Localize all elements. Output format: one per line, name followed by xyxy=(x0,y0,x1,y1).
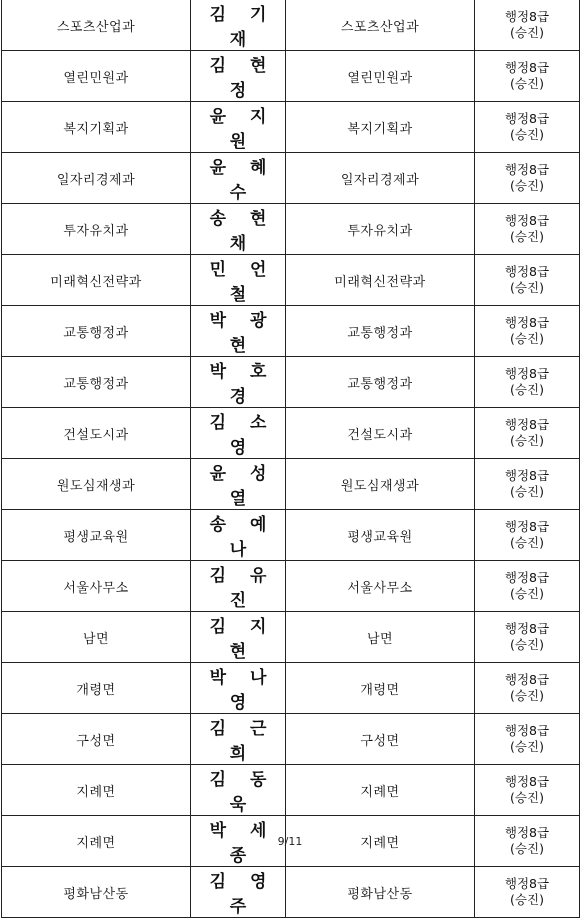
previous-department-cell: 지례면 xyxy=(2,765,191,816)
promotion-note: (승진) xyxy=(510,892,544,907)
previous-department-cell: 서울사무소 xyxy=(2,561,191,612)
promotion-note: (승진) xyxy=(510,688,544,703)
table-row xyxy=(2,0,580,51)
promotion-note: (승진) xyxy=(510,229,544,244)
table-row xyxy=(2,51,580,102)
table-row xyxy=(2,510,580,561)
grade-cell xyxy=(475,0,580,51)
employee-name-cell: 박 호 경 xyxy=(191,357,286,408)
table-row xyxy=(2,153,580,204)
employee-name-cell: 박 광 현 xyxy=(191,306,286,357)
grade-cell xyxy=(475,204,580,255)
employee-name-cell: 윤 혜 수 xyxy=(191,153,286,204)
promotion-note: (승진) xyxy=(510,841,544,856)
employee-name-cell: 김 지 현 xyxy=(191,612,286,663)
grade-cell xyxy=(475,714,580,765)
grade-cell xyxy=(475,306,580,357)
employee-name-cell: 박 세 종 xyxy=(191,816,286,867)
promotion-note: (승진) xyxy=(510,535,544,550)
grade-cell xyxy=(475,357,580,408)
new-department-cell: 평화남산동 xyxy=(286,867,475,918)
new-department-cell: 서울사무소 xyxy=(286,561,475,612)
new-department-cell: 건설도시과 xyxy=(286,408,475,459)
previous-department-cell: 투자유치과 xyxy=(2,204,191,255)
grade-text: 행정8급 xyxy=(504,213,550,228)
promotion-note: (승진) xyxy=(510,739,544,754)
new-department-cell: 일자리경제과 xyxy=(286,153,475,204)
grade-cell xyxy=(475,867,580,918)
previous-department-cell: 미래혁신전략과 xyxy=(2,255,191,306)
promotion-note: (승진) xyxy=(510,331,544,346)
previous-department-cell: 복지기획과 xyxy=(2,102,191,153)
new-department-cell: 열린민원과 xyxy=(286,51,475,102)
new-department-cell: 개령면 xyxy=(286,663,475,714)
table-row xyxy=(2,204,580,255)
employee-name-cell: 박 나 영 xyxy=(191,663,286,714)
grade-text: 행정8급 xyxy=(504,570,550,585)
new-department-cell: 지례면 xyxy=(286,816,475,867)
promotion-note: (승진) xyxy=(510,433,544,448)
previous-department-cell: 평생교육원 xyxy=(2,510,191,561)
new-department-cell: 지례면 xyxy=(286,765,475,816)
grade-cell xyxy=(475,561,580,612)
new-department-cell: 구성면 xyxy=(286,714,475,765)
table-row xyxy=(2,561,580,612)
promotion-note: (승진) xyxy=(510,76,544,91)
promotion-note: (승진) xyxy=(510,127,544,142)
employee-name-cell: 김 기 재 xyxy=(191,0,286,51)
employee-name-cell: 김 현 정 xyxy=(191,51,286,102)
previous-department-cell: 열린민원과 xyxy=(2,51,191,102)
table-row xyxy=(2,306,580,357)
previous-department-cell: 원도심재생과 xyxy=(2,459,191,510)
grade-text: 행정8급 xyxy=(504,264,550,279)
grade-text: 행정8급 xyxy=(504,672,550,687)
table-row xyxy=(2,612,580,663)
promotion-note: (승진) xyxy=(510,382,544,397)
employee-name-cell: 김 영 주 xyxy=(191,867,286,918)
grade-cell xyxy=(475,153,580,204)
new-department-cell: 교통행정과 xyxy=(286,357,475,408)
grade-cell xyxy=(475,102,580,153)
grade-text: 행정8급 xyxy=(504,111,550,126)
new-department-cell: 남면 xyxy=(286,612,475,663)
table-row xyxy=(2,867,580,918)
personnel-table xyxy=(1,0,580,918)
previous-department-cell: 개령면 xyxy=(2,663,191,714)
grade-text: 행정8급 xyxy=(504,366,550,381)
previous-department-cell: 지례면 xyxy=(2,816,191,867)
grade-text: 행정8급 xyxy=(504,825,550,840)
table-row xyxy=(2,459,580,510)
previous-department-cell: 평화남산동 xyxy=(2,867,191,918)
new-department-cell: 교통행정과 xyxy=(286,306,475,357)
grade-cell xyxy=(475,663,580,714)
grade-cell xyxy=(475,408,580,459)
grade-cell xyxy=(475,51,580,102)
table-row xyxy=(2,408,580,459)
employee-name-cell: 윤 성 열 xyxy=(191,459,286,510)
table-row xyxy=(2,357,580,408)
new-department-cell: 투자유치과 xyxy=(286,204,475,255)
previous-department-cell: 교통행정과 xyxy=(2,306,191,357)
previous-department-cell: 남면 xyxy=(2,612,191,663)
grade-text: 행정8급 xyxy=(504,468,550,483)
promotion-note: (승진) xyxy=(510,637,544,652)
grade-text: 행정8급 xyxy=(504,774,550,789)
new-department-cell: 원도심재생과 xyxy=(286,459,475,510)
employee-name-cell: 김 유 진 xyxy=(191,561,286,612)
table-row xyxy=(2,102,580,153)
grade-text: 행정8급 xyxy=(504,315,550,330)
previous-department-cell: 교통행정과 xyxy=(2,357,191,408)
employee-name-cell: 김 동 욱 xyxy=(191,765,286,816)
promotion-note: (승진) xyxy=(510,790,544,805)
previous-department-cell: 스포츠산업과 xyxy=(2,0,191,51)
grade-cell xyxy=(475,765,580,816)
grade-text: 행정8급 xyxy=(504,876,550,891)
employee-name-cell: 김 근 희 xyxy=(191,714,286,765)
grade-cell xyxy=(475,459,580,510)
grade-text: 행정8급 xyxy=(504,162,550,177)
promotion-note: (승진) xyxy=(510,484,544,499)
table-row xyxy=(2,714,580,765)
promotion-note: (승진) xyxy=(510,25,544,40)
new-department-cell: 미래혁신전략과 xyxy=(286,255,475,306)
grade-cell xyxy=(475,612,580,663)
table-row xyxy=(2,255,580,306)
employee-name-cell: 윤 지 원 xyxy=(191,102,286,153)
employee-name-cell: 송 예 나 xyxy=(191,510,286,561)
grade-text: 행정8급 xyxy=(504,723,550,738)
employee-name-cell: 김 소 영 xyxy=(191,408,286,459)
table-row xyxy=(2,663,580,714)
promotion-note: (승진) xyxy=(510,586,544,601)
grade-text: 행정8급 xyxy=(504,417,550,432)
grade-cell xyxy=(475,255,580,306)
table-row xyxy=(2,765,580,816)
promotion-note: (승진) xyxy=(510,178,544,193)
employee-name-cell: 송 현 채 xyxy=(191,204,286,255)
promotion-note: (승진) xyxy=(510,280,544,295)
grade-text: 행정8급 xyxy=(504,60,550,75)
new-department-cell: 복지기획과 xyxy=(286,102,475,153)
previous-department-cell: 일자리경제과 xyxy=(2,153,191,204)
personnel-table-body xyxy=(2,0,580,918)
grade-text: 행정8급 xyxy=(504,9,550,24)
grade-cell xyxy=(475,510,580,561)
grade-text: 행정8급 xyxy=(504,621,550,636)
new-department-cell: 평생교육원 xyxy=(286,510,475,561)
grade-text: 행정8급 xyxy=(504,519,550,534)
previous-department-cell: 건설도시과 xyxy=(2,408,191,459)
previous-department-cell: 구성면 xyxy=(2,714,191,765)
employee-name-cell: 민 언 철 xyxy=(191,255,286,306)
new-department-cell: 스포츠산업과 xyxy=(286,0,475,51)
page-number: 9/11 xyxy=(277,835,303,848)
